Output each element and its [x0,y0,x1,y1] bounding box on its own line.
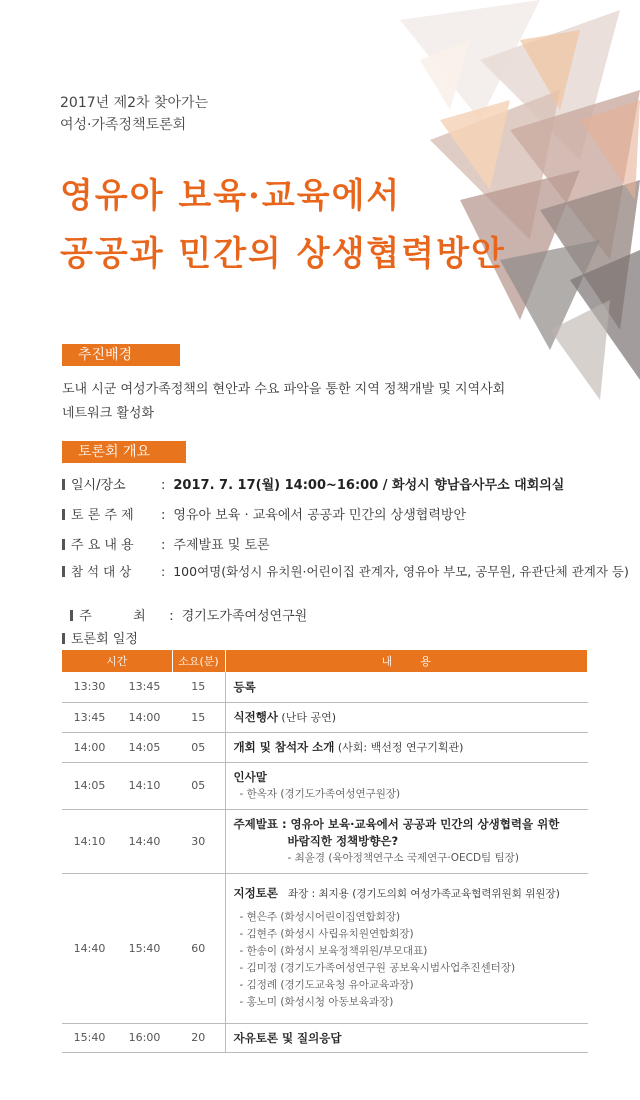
row-title: 자유토론 및 질의응답 [233,1030,342,1045]
table-row [62,873,588,1023]
overview-row-topic: 토 론 주 제 : 영유아 보육 · 교육에서 공공과 민간의 상생협력방안 [62,504,466,523]
end-time: 13:45 [117,672,172,702]
overview-label: 토 론 주 제 [71,508,134,523]
row-title: 개회 및 참석자 소개 [233,740,335,754]
row-content [225,873,588,1023]
background-text-line2: 네트워크 활성화 [62,406,155,421]
overview-label: 주 요 내 용 [71,538,134,553]
start-time: 13:45 [62,702,117,732]
duration: 05 [172,732,225,762]
schedule-title [62,628,138,647]
overview-row-attendees: 참 석 대 상 : 100여명(화성시 유치원·어린이집 관계자, 영유아 부모, 공무원, 유관단체 관계자 등) [62,562,629,580]
row-sub: - 홍노미 (화성시청 아동보육과장) [239,996,394,1008]
start-time: 14:10 [62,809,117,873]
main-title-line2: 공공과 민간의 상생협력방안 [60,234,506,274]
bullet-bar [62,633,65,644]
table-row [62,1023,588,1052]
duration: 15 [172,702,225,732]
row-title-line2: 바람직한 정책방향은? [287,833,399,848]
overview-value: 2017. 7. 17(월) 14:00~16:00 / 화성시 향남읍사무소 대회의실 [173,478,565,493]
start-time: 13:30 [62,672,117,702]
overview-value: 주제발표 및 토론 [173,538,270,553]
table-row [62,732,588,762]
bullet-bar [70,610,73,621]
overview-badge: 토론회 개요 [62,441,186,463]
schedule-header-row [62,650,588,672]
header-time: 시간 [62,650,172,672]
row-note: 좌장 : 최지용 (경기도의회 여성가족교육협력위원회 위원장) [277,888,560,900]
table-row [62,702,588,732]
overview-label: 일시/장소 [71,478,126,493]
row-content [225,809,588,873]
duration: 60 [172,873,225,1023]
table-row [62,672,588,702]
row-sub: - 김현주 (화성시 사립유치원연합회장) [239,928,414,940]
row-content [225,762,588,809]
bullet-bar [62,479,65,490]
end-time: 16:00 [117,1023,172,1052]
row-note: (사회: 백선정 연구기획관) [334,741,464,754]
main-title-line1: 영유아 보육·교육에서 [60,176,402,216]
header-content: 내 용 [225,650,588,672]
start-time: 14:05 [62,762,117,809]
row-title: 식전행사 [233,710,278,724]
row-note: (난타 공연) [277,711,337,724]
overview-row-content: 주 요 내 용 : 주제발표 및 토론 [62,534,270,553]
row-sub: - 김미정 (경기도가족여성연구원 공보육시범사업추진센터장) [239,962,516,974]
row-title: 인사말 [233,769,267,784]
end-time: 14:00 [117,702,172,732]
duration: 05 [172,762,225,809]
end-time: 14:10 [117,762,172,809]
schedule-table [62,650,588,1053]
row-sub: - 한옥자 (경기도가족여성연구원장) [239,787,401,800]
overview-row-datetime: 일시/장소 : 2017. 7. 17(월) 14:00~16:00 / 화성시 향남읍사무소 대회의실 [62,474,564,493]
row-sub: - 한송이 (화성시 보육정책위원/부모대표) [239,945,428,957]
overview-value: 100여명(화성시 유치원·어린이집 관계자, 영유아 부모, 공무원, 유관단체 관계자 등) [173,564,629,579]
bullet-bar [62,539,65,550]
bullet-bar [62,566,65,577]
schedule-title-text: 토론회 일정 [71,632,138,647]
overview-value: 영유아 보육 · 교육에서 공공과 민간의 상생협력방안 [173,508,467,523]
header-duration: 소요(분) [172,650,225,672]
table-row [62,809,588,873]
table-row [62,762,588,809]
overview-row-host: 주 최 : 경기도가족여성연구원 [62,590,307,624]
row-sub: - 현은주 (화성시어린이집연합회장) [239,911,401,923]
row-title: 등록 [233,679,256,694]
overview-value: 경기도가족여성연구원 [181,609,308,624]
row-sub: - 최윤경 (육아정책연구소 국제연구·OECD팀 팀장) [287,851,519,864]
end-time: 15:40 [117,873,172,1023]
event-subtitle-line1: 2017년 제2차 찾아가는 [60,95,209,111]
row-content [225,702,588,732]
background-text-line1: 도내 시군 여성가족정책의 현안과 수요 파악을 통한 지역 정책개발 및 지역사회 [62,382,506,397]
row-content [225,672,588,702]
start-time: 14:00 [62,732,117,762]
end-time: 14:05 [117,732,172,762]
duration: 20 [172,1023,225,1052]
row-title: 주제발표 : 영유아 보육·교육에서 공공과 민간의 상생협력을 위한 [233,816,560,831]
overview-label: 참 석 대 상 [71,564,132,579]
start-time: 15:40 [62,1023,117,1052]
overview-label: 주 최 [79,609,146,624]
start-time: 14:40 [62,873,117,1023]
end-time: 14:40 [117,809,172,873]
duration: 30 [172,809,225,873]
row-content [225,732,588,762]
duration: 15 [172,672,225,702]
row-content [225,1023,588,1052]
event-subtitle-line2: 여성·가족정책토론회 [60,117,187,133]
background-badge: 추진배경 [62,344,180,366]
bullet-bar [62,509,65,520]
row-title: 지정토론 [233,886,278,900]
row-sub: - 김정례 (경기도교육청 유아교육과장) [239,979,414,991]
